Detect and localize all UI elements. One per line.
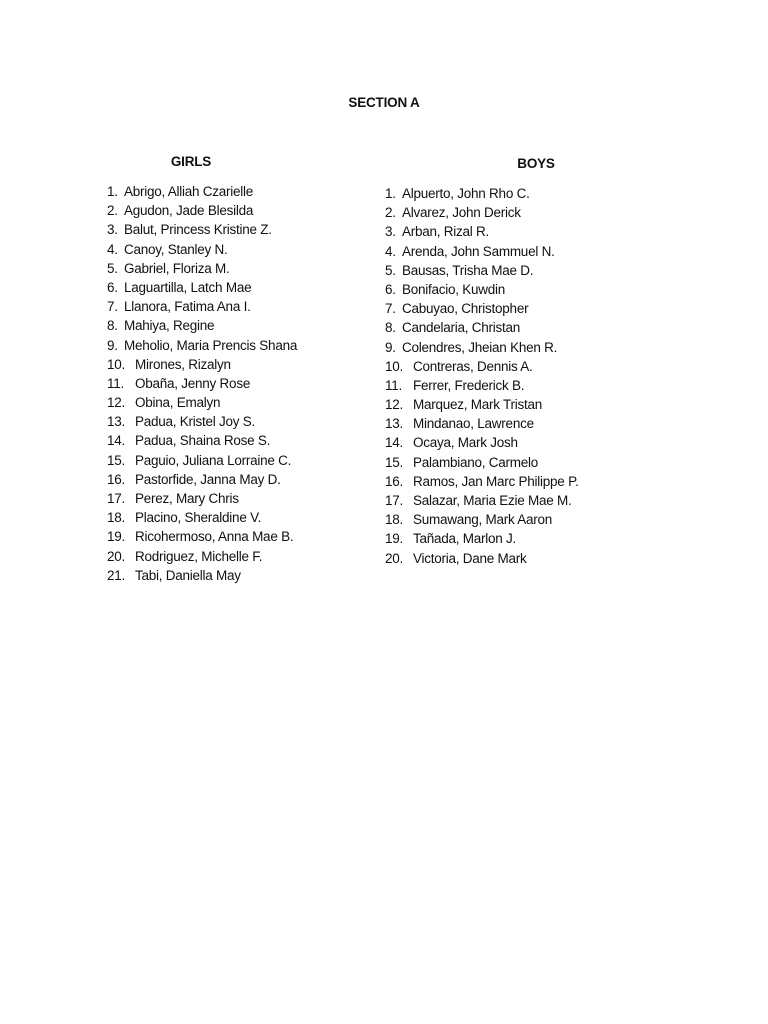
list-item-number: 5. — [107, 260, 118, 276]
girl-list-item — [107, 297, 297, 316]
list-item-name: Sumawang, Mark Aaron — [413, 512, 553, 528]
list-item-name: Mirones, Rizalyn — [135, 356, 231, 372]
list-item-number: 14. — [107, 433, 126, 449]
girl-list-item — [107, 566, 297, 585]
girl-list-item — [107, 220, 297, 239]
list-item-name: Obina, Emalyn — [135, 395, 221, 411]
list-item-number: 19. — [385, 531, 404, 547]
girls-heading: GIRLS — [170, 154, 212, 169]
boys-heading: BOYS — [517, 156, 555, 171]
list-item-number: 20. — [107, 548, 126, 564]
list-item-name: Arban, Rizal R. — [402, 224, 490, 240]
list-item-number: 18. — [385, 512, 404, 528]
girl-list-item — [107, 374, 297, 393]
list-item-number: 19. — [107, 529, 126, 545]
list-item-number: 12. — [385, 397, 404, 413]
boy-list-item — [385, 357, 579, 376]
list-item-number: 12. — [107, 395, 126, 411]
list-item-number: 14. — [385, 435, 404, 451]
list-item-number: 2. — [107, 203, 118, 219]
list-item-name: Contreras, Dennis A. — [413, 358, 533, 374]
girl-list-item — [107, 451, 297, 470]
list-item-number: 11. — [107, 375, 125, 391]
list-item-name: Meholio, Maria Prencis Shana — [124, 337, 298, 353]
girl-list-item — [107, 393, 297, 412]
boy-list-item — [385, 414, 579, 433]
boy-list-item — [385, 338, 579, 357]
list-item-name: Candelaria, Christan — [402, 320, 521, 336]
list-item-name: Mindanao, Lawrence — [413, 416, 534, 432]
boy-list-item — [385, 261, 579, 280]
boy-list-item — [385, 491, 579, 510]
list-item-name: Colendres, Jheian Khen R. — [402, 339, 558, 355]
list-item-number: 7. — [385, 301, 396, 317]
list-item-number: 9. — [385, 339, 396, 355]
list-item-name: Padua, Kristel Joy S. — [135, 414, 256, 430]
list-item-number: 8. — [385, 320, 396, 336]
girl-list-item — [107, 182, 297, 201]
boy-list-item — [385, 184, 579, 203]
boy-list-item — [385, 376, 579, 395]
boy-list-item — [385, 318, 579, 337]
boy-list-item — [385, 433, 579, 452]
list-item-name: Gabriel, Floriza M. — [124, 260, 230, 276]
list-item-number: 15. — [107, 452, 126, 468]
list-item-name: Abrigo, Alliah Czarielle — [124, 184, 254, 199]
boy-list-item — [385, 453, 579, 472]
list-item-name: Perez, Mary Chris — [135, 491, 239, 506]
list-item-name: Agudon, Jade Blesilda — [124, 203, 254, 219]
list-item-name: Ricohermoso, Anna Mae B. — [135, 529, 294, 545]
list-item-name: Placino, Sheraldine V. — [135, 510, 262, 526]
girl-list-item — [107, 240, 297, 259]
boy-list-item — [385, 395, 579, 414]
list-item-name: Rodriguez, Michelle F. — [135, 548, 263, 564]
list-item-name: Bausas, Trisha Mae D. — [402, 262, 534, 278]
list-item-number: 2. — [385, 205, 396, 221]
list-item-number: 11. — [385, 377, 403, 393]
girl-list-item — [107, 470, 297, 489]
list-item-number: 9. — [107, 337, 118, 353]
girls-list — [107, 182, 297, 585]
list-item-name: Pastorfide, Janna May D. — [135, 471, 281, 487]
list-item-name: Canoy, Stanley N. — [124, 241, 228, 257]
list-item-name: Ferrer, Frederick B. — [413, 377, 525, 393]
boy-list-item — [385, 203, 579, 222]
boy-list-item — [385, 529, 579, 548]
girl-list-item — [107, 201, 297, 220]
list-item-name: Alpuerto, John Rho C. — [402, 186, 530, 201]
list-item-number: 5. — [385, 262, 396, 278]
list-item-number: 3. — [385, 224, 396, 240]
list-item-number: 6. — [107, 279, 118, 295]
list-item-number: 15. — [385, 454, 404, 470]
girl-list-item — [107, 547, 297, 566]
girl-list-item — [107, 355, 297, 374]
list-item-name: Bonifacio, Kuwdin — [402, 281, 506, 297]
list-item-name: Obaña, Jenny Rose — [135, 375, 251, 391]
list-item-number: 16. — [385, 473, 404, 489]
list-item-number: 17. — [107, 491, 126, 506]
list-item-name: Ramos, Jan Marc Philippe P. — [413, 473, 579, 489]
list-item-number: 13. — [107, 414, 126, 430]
list-item-name: Llanora, Fatima Ana I. — [124, 299, 251, 315]
list-item-number: 6. — [385, 281, 396, 297]
list-item-number: 4. — [107, 241, 118, 257]
list-item-name: Marquez, Mark Tristan — [413, 397, 543, 413]
list-item-number: 17. — [385, 493, 404, 508]
girl-list-item — [107, 278, 297, 297]
list-item-name: Arenda, John Sammuel N. — [402, 243, 555, 259]
list-item-name: Alvarez, John Derick — [402, 205, 521, 221]
boy-list-item — [385, 280, 579, 299]
list-item-name: Laguartilla, Latch Mae — [124, 279, 252, 295]
boy-list-item — [385, 510, 579, 529]
list-item-number: 1. — [385, 186, 396, 201]
boy-list-item — [385, 472, 579, 491]
girl-list-item — [107, 508, 297, 527]
list-item-name: Cabuyao, Christopher — [402, 301, 529, 317]
list-item-number: 10. — [107, 356, 126, 372]
list-item-number: 16. — [107, 471, 126, 487]
list-item-name: Mahiya, Regine — [124, 318, 215, 334]
boys-list — [385, 184, 579, 568]
list-item-number: 21. — [107, 567, 126, 583]
girl-list-item — [107, 336, 297, 355]
list-item-name: Palambiano, Carmelo — [413, 454, 539, 470]
list-item-number: 4. — [385, 243, 396, 259]
list-item-name: Tabi, Daniella May — [135, 567, 241, 583]
girl-list-item — [107, 431, 297, 450]
girl-list-item — [107, 489, 297, 508]
girl-list-item — [107, 412, 297, 431]
girl-list-item — [107, 527, 297, 546]
girl-list-item — [107, 259, 297, 278]
list-item-number: 10. — [385, 358, 404, 374]
list-item-name: Ocaya, Mark Josh — [413, 435, 518, 451]
girl-list-item — [107, 316, 297, 335]
list-item-name: Paguio, Juliana Lorraine C. — [135, 452, 292, 468]
list-item-number: 13. — [385, 416, 404, 432]
boy-list-item — [385, 242, 579, 261]
list-item-number: 7. — [107, 299, 118, 315]
list-item-number: 1. — [107, 184, 118, 199]
list-item-name: Padua, Shaina Rose S. — [135, 433, 271, 449]
list-item-number: 20. — [385, 550, 404, 566]
list-item-number: 8. — [107, 318, 118, 334]
boy-list-item — [385, 299, 579, 318]
list-item-number: 3. — [107, 222, 118, 238]
list-item-name: Victoria, Dane Mark — [413, 550, 527, 566]
list-item-number: 18. — [107, 510, 126, 526]
list-item-name: Tañada, Marlon J. — [413, 531, 517, 547]
list-item-name: Balut, Princess Kristine Z. — [124, 222, 272, 238]
list-item-name: Salazar, Maria Ezie Mae M. — [413, 493, 572, 508]
section-title: SECTION A — [348, 95, 420, 110]
boy-list-item — [385, 222, 579, 241]
boy-list-item — [385, 549, 579, 568]
